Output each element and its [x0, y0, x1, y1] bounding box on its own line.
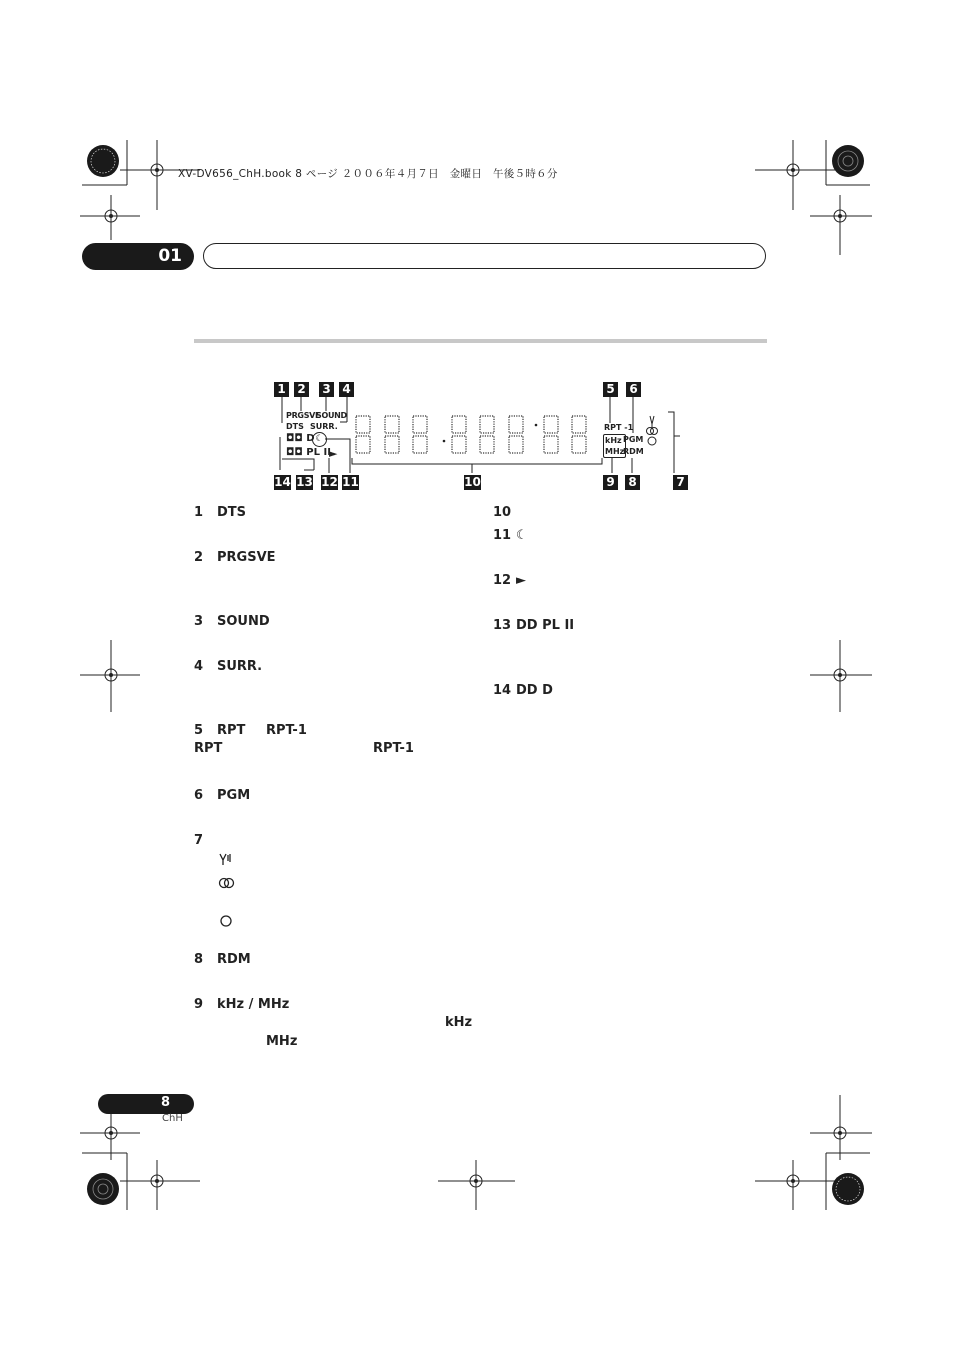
callout-1: 1	[274, 382, 289, 397]
legend-item-12: 12 ►	[493, 573, 526, 588]
legend-item-9: 9 kHz / MHz	[194, 997, 290, 1012]
callout-2: 2	[294, 382, 309, 397]
antenna-icon	[220, 854, 230, 865]
dolby-icon: ◘◘	[286, 433, 303, 444]
dolby-icon: ◘◘	[286, 447, 303, 458]
legend-item-9-mhz: MHz	[266, 1034, 298, 1049]
callout-5: 5	[603, 382, 618, 397]
display-diagram	[270, 378, 700, 498]
chapter-tab	[82, 243, 194, 270]
mono-icon	[221, 916, 231, 926]
label-dts: DTS	[286, 422, 304, 431]
callout-9: 9	[603, 475, 618, 490]
chapter-number: 01	[158, 246, 182, 266]
label-rpt: RPT -1	[604, 423, 634, 432]
play-icon: ►	[329, 447, 338, 460]
legend-item-5: 5 RPT RPT-1	[194, 723, 307, 738]
section-rule	[194, 339, 767, 343]
legend-item-5-rpt1: RPT-1	[373, 741, 414, 756]
legend-item-9-khz: kHz	[445, 1015, 473, 1030]
legend-item-3: 3 SOUND	[194, 614, 270, 629]
legend-item-2: 2 PRGSVE	[194, 550, 276, 565]
freq-unit-box: kHz MHz	[605, 436, 625, 456]
legend-item-11: 11 ☾	[493, 528, 528, 543]
legend-item-7: 7	[194, 833, 204, 848]
dolby-pl-indicator: ◘◘ PL II	[286, 447, 331, 458]
dolby-d-indicator: ◘◘ D	[286, 433, 315, 444]
chapter-title-box	[203, 243, 766, 269]
page-tab	[98, 1094, 194, 1114]
legend-item-4: 4 SURR.	[194, 659, 263, 674]
legend-item-1: 1 DTS	[194, 505, 247, 520]
legend-7-icons	[217, 851, 237, 931]
callout-8: 8	[625, 475, 640, 490]
page-number: 8	[160, 1095, 170, 1110]
label-prgsve: PRGSVE	[286, 411, 321, 420]
label-rdm: RDM	[623, 447, 644, 456]
callout-10: 10	[464, 475, 481, 489]
legend-item-14: 14 DD D	[493, 683, 553, 698]
running-header: XV-DV656_ChH.book 8 ページ ２００６年４月７日 金曜日 午後５時６分	[178, 168, 558, 180]
night-mode-icon: ☾	[312, 432, 327, 447]
callout-12: 12	[321, 475, 338, 489]
legend-item-13: 13 DD PL II	[493, 618, 575, 633]
legend-item-5-rpt: RPT	[194, 741, 223, 756]
label-pgm: PGM	[623, 435, 644, 444]
callout-3: 3	[319, 382, 334, 397]
night-mode-icon: ☾	[516, 528, 528, 543]
display-lines	[270, 378, 700, 498]
legend-item-6: 6 PGM	[194, 788, 251, 803]
language-code: ChH	[162, 1113, 183, 1124]
callout-11: 11	[342, 475, 359, 489]
callout-13: 13	[296, 475, 313, 489]
callout-4: 4	[339, 382, 354, 397]
callout-14: 14	[274, 475, 291, 489]
legend-item-8: 8 RDM	[194, 952, 251, 967]
legend-item-10: 10	[493, 505, 512, 520]
label-sound: SOUND	[316, 411, 347, 420]
callout-6: 6	[626, 382, 641, 397]
callout-7: 7	[673, 475, 688, 490]
play-icon: ►	[516, 573, 526, 588]
label-surr: SURR.	[310, 422, 338, 431]
